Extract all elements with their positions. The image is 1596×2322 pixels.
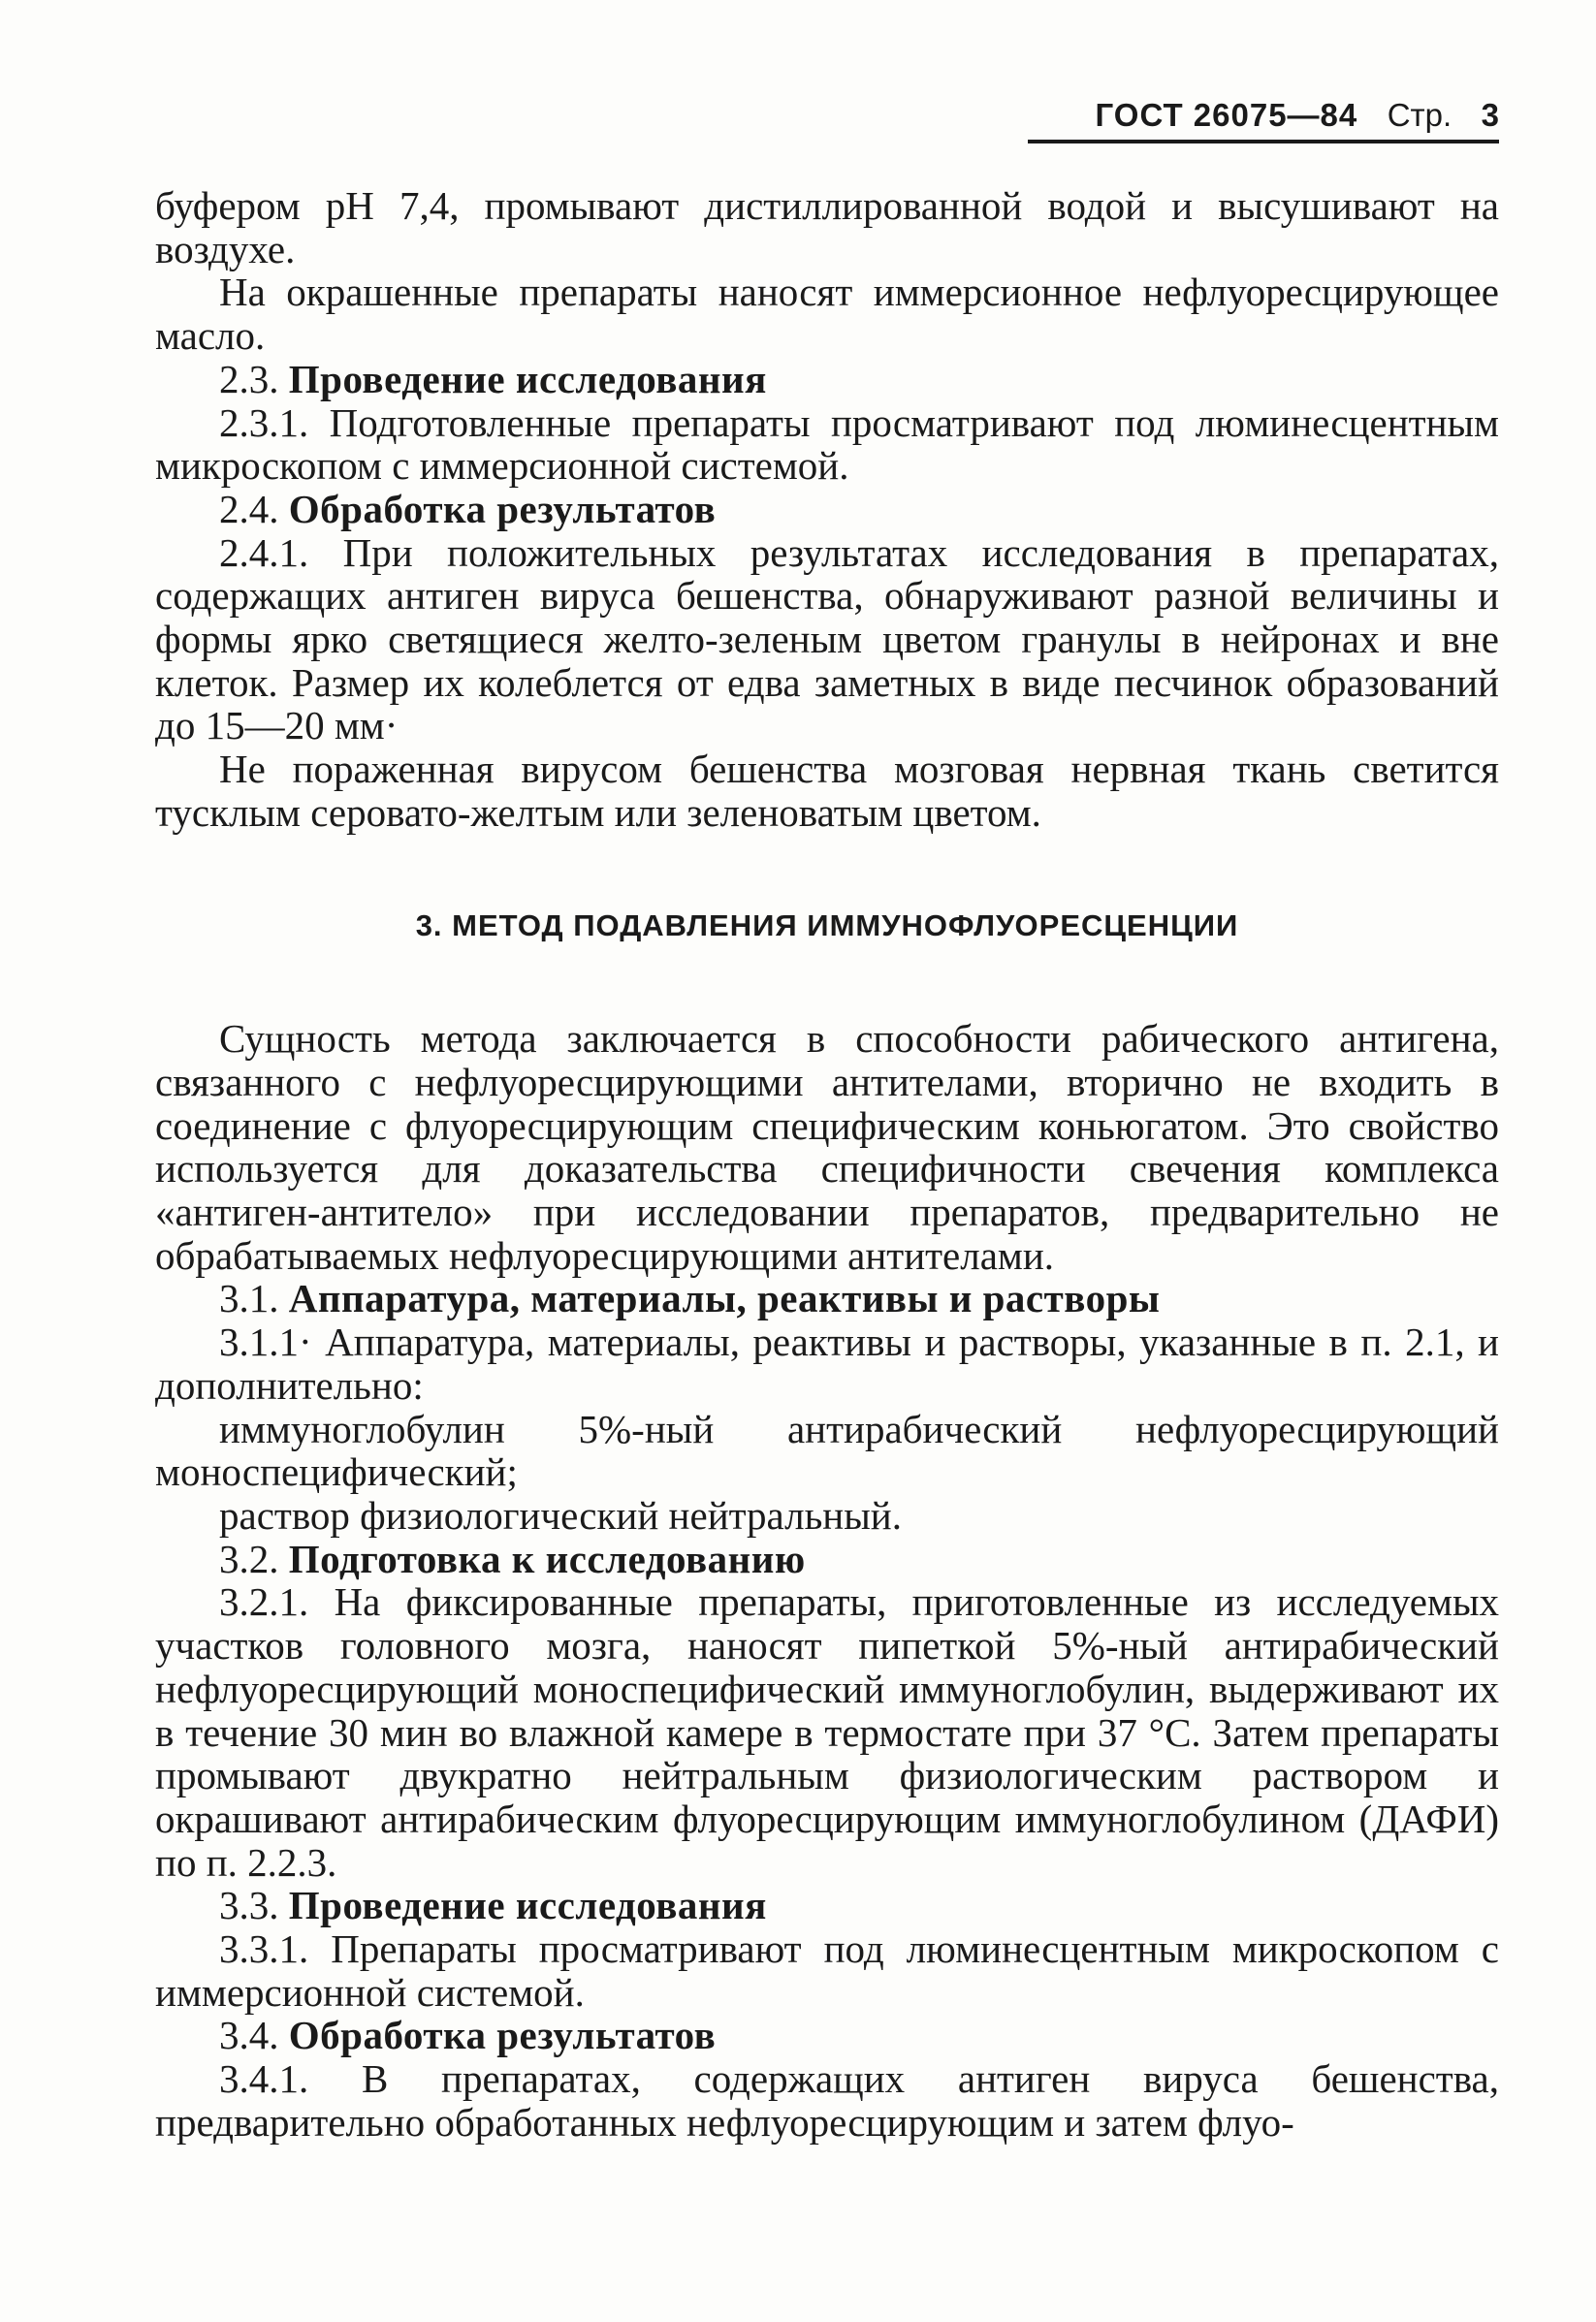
heading-title: Обработка результатов [288, 2013, 717, 2058]
running-header [1028, 97, 1499, 143]
heading-number: 2.4. [219, 486, 279, 531]
heading-title: Проведение исследования [288, 1883, 767, 1928]
page-number: 3 [1481, 97, 1499, 133]
list-item: иммуноглобулин 5%-ный антирабический нефлуоресцирующий моноспецифический; [155, 1406, 1499, 1495]
paragraph: На окрашенные препараты наносят иммерсионное нефлуоресцирующее масло. [155, 270, 1499, 359]
paragraph: Не пораженная вирусом бешенства мозговая нервная ткань светится тусклым серовато-желтым или зеленоватым цветом. [155, 747, 1499, 835]
page-label: Стр. [1387, 97, 1452, 133]
heading-number: 3.3. [219, 1883, 279, 1928]
subsection-heading-3-3 [155, 1884, 1499, 1927]
heading-title: Проведение исследования [288, 356, 767, 401]
subsection-heading-3-1 [155, 1277, 1499, 1320]
heading-number: 2.3. [219, 356, 279, 401]
standard-code: ГОСТ 26075—84 [1095, 97, 1358, 133]
heading-number: 3.1. [219, 1276, 279, 1321]
paragraph-2-3-1: 2.3.1. Подготовленные препараты просматривают под люминесцентным микроскопом с иммерсионной системой. [155, 399, 1499, 489]
paragraph-intro: Сущность метода заключается в способности рабического антигена, связанного с нефлуоресцирующими антителами, вторично не входить в соединение с флуоресцирующим специфическим коньюгатом. Это свойство используется для доказательства специфичности свечения комплекса «антиген-антитело» при исследовании препаратов, предварительно не обрабатываемых нефлуоресцирующими антителами. [155, 1016, 1499, 1278]
paragraph-3-3-1: 3.3.1. Препараты просматривают под люминесцентным микроскопом с иммерсионной системой. [155, 1926, 1499, 2015]
heading-title: Аппаратура, материалы, реактивы и растворы [288, 1276, 1161, 1321]
body-text [155, 184, 1499, 2145]
paragraph-3-4-1: 3.4.1. В препаратах, содержащих антиген вируса бешенства, предварительно обработанных нефлуоресцирующим и затем флуо- [155, 2056, 1499, 2145]
section-title: 3. МЕТОД ПОДАВЛЕНИЯ ИММУНОФЛУОРЕСЦЕНЦИИ [415, 907, 1239, 942]
heading-title: Обработка результатов [288, 486, 717, 531]
paragraph-2-4-1: 2.4.1. При положительных результатах исследования в препаратах, содержащих антиген вируса бешенства, обнаруживают разной величины и формы ярко светящиеся желто-зеленым цветом гранулы в нейронах и вне клеток. Размер их колеблется от едва заметных в виде песчинок образований до 15—20 мм· [155, 529, 1499, 748]
paragraph-3-2-1: 3.2.1. На фиксированные препараты, приготовленные из исследуемых участков головного мозга, наносят пипеткой 5%-ный антирабический нефлуоресцирующий моноспецифический иммуноглобулин, выдерживают их в течение 30 мин во влажной камере в термостате при 37 °С. Затем препараты промывают двукратно нейтральным физиологическим раствором и окрашивают антирабическим флуоресцирующим иммуноглобулином (ДАФИ) по п. 2.2.3. [155, 1579, 1499, 1885]
subsection-heading-2-4 [155, 488, 1499, 531]
heading-number: 3.2. [219, 1536, 279, 1581]
paragraph-continued: буфером pH 7,4, промывают дистиллированной водой и высушивают на воздухе. [155, 183, 1499, 271]
heading-number: 3.4. [219, 2013, 279, 2058]
paragraph-3-1-1: 3.1.1· Аппаратура, материалы, реактивы и растворы, указанные в п. 2.1, и дополнительно: [155, 1320, 1499, 1408]
subsection-heading-3-2 [155, 1538, 1499, 1581]
list-item: раствор физиологический нейтральный. [219, 1492, 902, 1538]
subsection-heading-3-4 [155, 2014, 1499, 2057]
heading-title: Подготовка к исследованию [288, 1536, 806, 1581]
subsection-heading-2-3 [155, 358, 1499, 401]
